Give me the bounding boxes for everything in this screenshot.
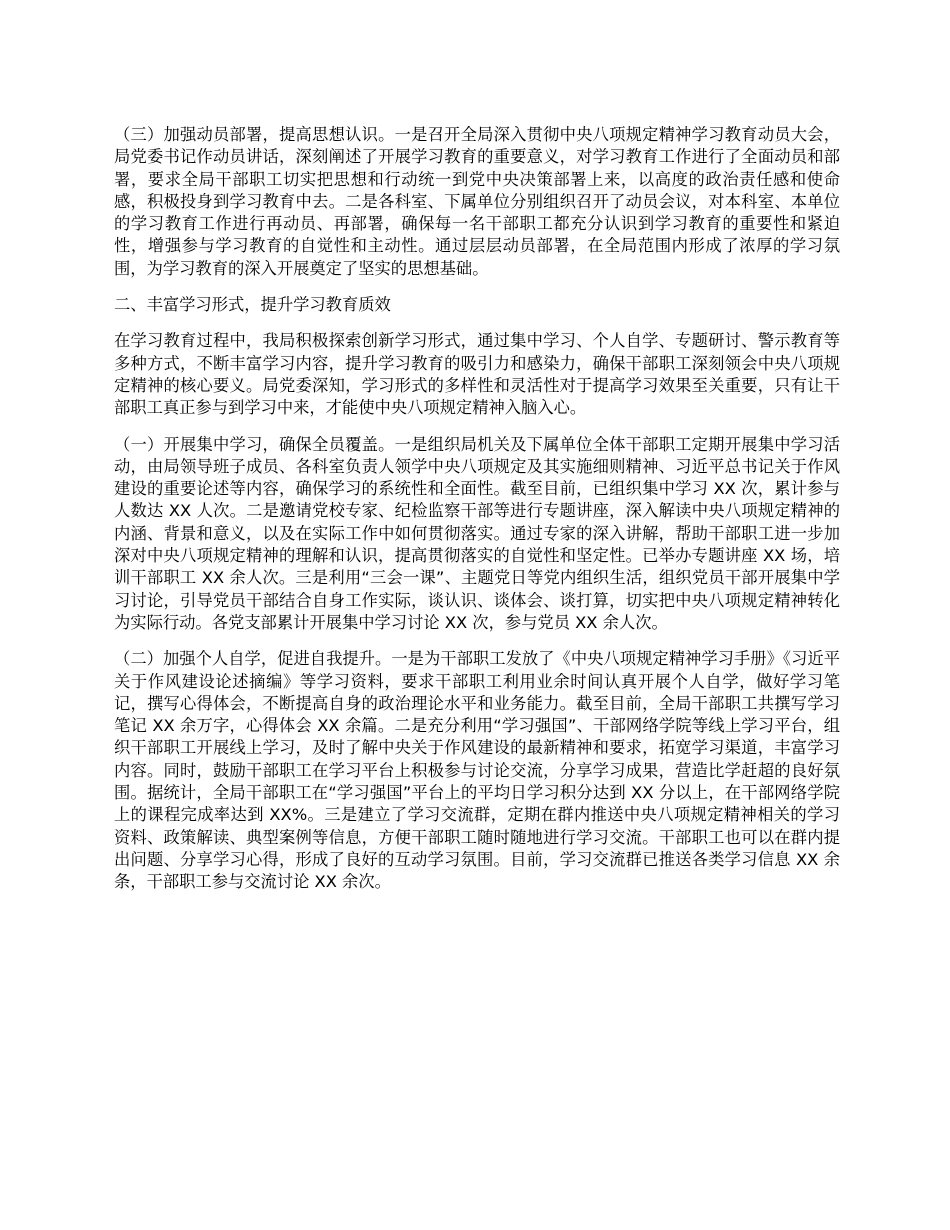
paragraph-self-study: （二）加强个人自学，促进自我提升。一是为干部职工发放了《中央八项规定精神学习手册》《习近平关于作风建设论述摘编》等学习资料，要求干部职工利用业余时间认真开展个人自学，做好学习笔记，撰写心得体会，不断提高自身的政治理论水平和业务能力。截至目前，全局干部职工共撰写学习笔记 XX 余万字，心得体会 XX 余篇。二是充分利用“学习强国”、干部网络学院等线上学习平台，组织干部职工开展线上学习，及时了解中央关于作风建设的最新精神和要求，拓宽学习渠道，丰富学习内容。同时，鼓励干部职工在学习平台上积极参与讨论交流，分享学习成果，营造比学赶超的良好氛围。据统计，全局干部职工在“学习强国”平台上的平均日学习积分达到 XX 分以上，在干部网络学院上的课程完成率达到 XX%。三是建立了学习交流群，定期在群内推送中央八项规定精神相关的学习资料、政策解读、典型案例等信息，方便干部职工随时随地进行学习交流。干部职工也可以在群内提出问题、分享学习心得，形成了良好的互动学习氛围。目前，学习交流群已推送各类学习信息 XX 余条，干部职工参与交流讨论 XX 余次。 bbox=[114, 649, 840, 892]
paragraph-learning-forms-intro: 在学习教育过程中，我局积极探索创新学习形式，通过集中学习、个人自学、专题研讨、警示教育等多种方式，不断丰富学习内容，提升学习教育的吸引力和感染力，确保干部职工深刻领会中央八项规定精神的核心要义。局党委深知，学习形式的多样性和灵活性对于提高学习效果至关重要，只有让干部职工真正参与到学习中来，才能使中央八项规定精神入脑入心。 bbox=[114, 331, 840, 418]
paragraph-centralized-study: （一）开展集中学习，确保全员覆盖。一是组织局机关及下属单位全体干部职工定期开展集中学习活动，由局领导班子成员、各科室负责人领学中央八项规定及其实施细则精神、习近平总书记关于作风建设的重要论述等内容，确保学习的系统性和全面性。截至目前，已组织集中学习 XX 次，累计参与人数达 XX 人次。二是邀请党校专家、纪检监察干部等进行专题讲座，深入解读中央八项规定精神的内涵、背景和意义，以及在实际工作中如何贯彻落实。通过专家的深入讲解，帮助干部职工进一步加深对中央八项规定精神的理解和认识，提高贯彻落实的自觉性和坚定性。已举办专题讲座 XX 场，培训干部职工 XX 余人次。三是利用“三会一课”、主题党日等党内组织生活，组织党员干部开展集中学习讨论，引导党员干部结合自身工作实际，谈认识、谈体会、谈打算，切实把中央八项规定精神转化为实际行动。各党支部累计开展集中学习讨论 XX 次，参与党员 XX 余人次。 bbox=[114, 434, 840, 632]
section-heading-learning-forms: 二、丰富学习形式，提升学习教育质效 bbox=[114, 295, 391, 315]
paragraph-mobilization: （三）加强动员部署，提高思想认识。一是召开全局深入贯彻中央八项规定精神学习教育动员大会，局党委书记作动员讲话，深刻阐述了开展学习教育的重要意义，对学习教育工作进行了全面动员和部署，要求全局干部职工切实把思想和行动统一到党中央决策部署上来，以高度的政治责任感和使命感，积极投身到学习教育中去。二是各科室、下属单位分别组织召开了动员会议，对本科室、本单位的学习教育工作进行再动员、再部署，确保每一名干部职工都充分认识到学习教育的重要性和紧迫性，增强参与学习教育的自觉性和主动性。通过层层动员部署，在全局范围内形成了浓厚的学习氛围，为学习教育的深入开展奠定了坚实的思想基础。 bbox=[114, 125, 840, 278]
document-body bbox=[114, 124, 840, 908]
